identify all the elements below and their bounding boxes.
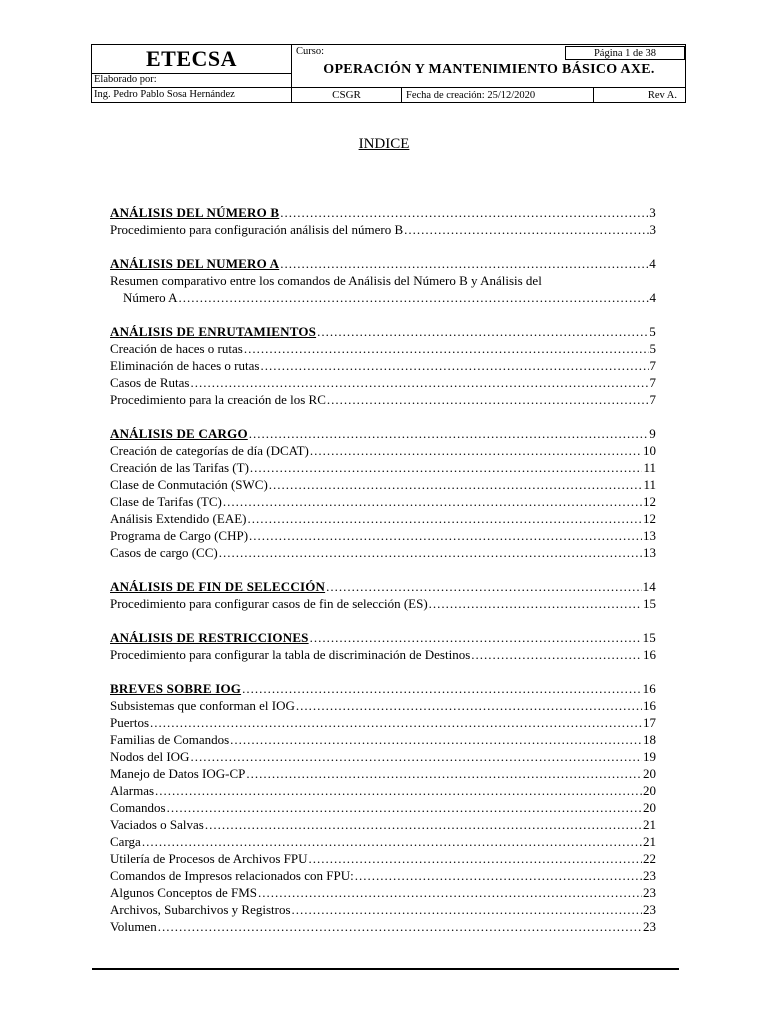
toc-heading[interactable] (110, 680, 656, 697)
toc-page-number: 11 (643, 477, 656, 492)
divider (92, 87, 685, 88)
toc-entry-text: Vaciados o Salvas (110, 817, 204, 832)
toc-entry[interactable] (110, 595, 656, 612)
leader-dots (158, 918, 642, 935)
divider (291, 45, 292, 102)
toc-page-number: 14 (642, 579, 656, 594)
leader-dots (258, 884, 642, 901)
toc-heading[interactable] (110, 323, 656, 340)
toc-entry[interactable] (110, 340, 656, 357)
toc-entry[interactable] (110, 884, 656, 901)
toc-page-number: 7 (649, 392, 656, 407)
toc-entry-multiline[interactable] (110, 272, 656, 306)
leader-dots (150, 714, 642, 731)
divider (401, 87, 402, 102)
toc-entry-text: Casos de Rutas (110, 375, 190, 390)
toc-page-number: 3 (649, 205, 656, 220)
leader-dots (326, 578, 641, 595)
author-label: Elaborado por: (94, 74, 157, 85)
toc-page-number: 23 (643, 919, 656, 934)
toc-entry[interactable] (110, 867, 656, 884)
toc-heading-text: ANÁLISIS DE RESTRICCIONES (110, 630, 309, 645)
toc-heading-text: BREVES SOBRE IOG (110, 681, 242, 696)
toc-entry[interactable] (110, 918, 656, 935)
toc-entry-text: Familias de Comandos (110, 732, 230, 747)
toc-entry-text: Carga (110, 834, 141, 849)
divider (92, 73, 291, 74)
toc-page-number: 20 (643, 766, 656, 781)
toc-page-number: 11 (643, 460, 656, 475)
toc-entry-text: Procedimiento para configurar casos de fin de selección (ES) (110, 596, 428, 611)
leader-dots (404, 221, 648, 238)
toc-entry[interactable] (110, 799, 656, 816)
toc-entry-text: Clase de Conmutación (SWC) (110, 477, 268, 492)
leader-dots (249, 527, 642, 544)
toc-entry[interactable] (110, 442, 656, 459)
table-of-contents (110, 204, 656, 952)
toc-entry[interactable] (110, 850, 656, 867)
toc-page-number: 7 (649, 375, 656, 390)
toc-page-number: 21 (643, 817, 656, 832)
toc-entry[interactable] (110, 357, 656, 374)
leader-dots (247, 510, 642, 527)
creation-date: Fecha de creación: 25/12/2020 (406, 89, 536, 101)
revision: Rev A. (647, 89, 677, 101)
toc-entry[interactable] (110, 748, 656, 765)
toc-entry[interactable] (110, 901, 656, 918)
toc-heading[interactable] (110, 425, 656, 442)
company-logo-text: ETECSA (145, 46, 238, 71)
toc-page-number: 21 (643, 834, 656, 849)
leader-dots (219, 544, 642, 561)
toc-entry-text: Clase de Tarifas (TC) (110, 494, 222, 509)
toc-page-number: 16 (642, 681, 656, 696)
toc-entry-text: Creación de las Tarifas (T) (110, 460, 249, 475)
toc-entry[interactable] (110, 816, 656, 833)
leader-dots (310, 442, 642, 459)
toc-page-number: 3 (649, 222, 656, 237)
leader-dots (205, 816, 642, 833)
course-label: Curso: (296, 46, 325, 57)
toc-heading[interactable] (110, 629, 656, 646)
leader-dots (244, 340, 649, 357)
toc-entry-text: Archivos, Subarchivos y Registros (110, 902, 291, 917)
toc-page-number: 12 (643, 494, 656, 509)
leader-dots (242, 680, 642, 697)
toc-entry[interactable] (110, 731, 656, 748)
toc-entry[interactable] (110, 765, 656, 782)
toc-entry[interactable] (110, 646, 656, 663)
toc-entry-text: Programa de Cargo (CHP) (110, 528, 249, 543)
leader-dots (280, 204, 648, 221)
toc-entry (110, 289, 656, 306)
toc-entry-text-line1: Resumen comparativo entre los comandos de Análisis del Número B y Análisis del (110, 273, 542, 288)
toc-entry[interactable] (110, 833, 656, 850)
toc-section (110, 578, 656, 612)
toc-page-number: 10 (643, 443, 656, 458)
toc-section (110, 425, 656, 561)
toc-page-number: 23 (643, 902, 656, 917)
leader-dots (223, 493, 642, 510)
document-code: CSGR (332, 89, 361, 101)
toc-entry-text: Manejo de Datos IOG-CP (110, 766, 246, 781)
toc-entry-text: Algunos Conceptos de FMS (110, 885, 257, 900)
author-name: Ing. Pedro Pablo Sosa Hernández (94, 89, 235, 100)
page-number: Página 1 de 38 (565, 46, 685, 60)
index-title: INDICE (358, 136, 410, 152)
toc-section (110, 680, 656, 935)
toc-page-number: 20 (643, 800, 656, 815)
document-header-table (91, 44, 686, 103)
toc-page-number: 16 (643, 698, 656, 713)
toc-entry-text: Puertos (110, 715, 149, 730)
toc-page-number: 5 (649, 324, 656, 339)
toc-page-number: 7 (649, 358, 656, 373)
toc-page-number: 23 (643, 868, 656, 883)
toc-entry-text: Comandos de Impresos relacionados con FPU: (110, 868, 354, 883)
toc-page-number: 23 (643, 885, 656, 900)
toc-heading-text: ANÁLISIS DE FIN DE SELECCIÓN (110, 579, 326, 594)
toc-section (110, 204, 656, 238)
toc-entry-text: Alarmas (110, 783, 155, 798)
toc-entry-text: Casos de cargo (CC) (110, 545, 218, 560)
footer-rule (92, 968, 679, 970)
toc-entry-text: Subsistemas que conforman el IOG (110, 698, 295, 713)
leader-dots (280, 255, 648, 272)
toc-entry[interactable] (110, 782, 656, 799)
toc-entry-text: Número A (123, 290, 178, 305)
leader-dots (310, 629, 642, 646)
toc-section (110, 255, 656, 306)
toc-entry[interactable] (110, 544, 656, 561)
leader-dots (155, 782, 642, 799)
toc-entry[interactable] (110, 374, 656, 391)
toc-page-number: 17 (643, 715, 656, 730)
toc-page-number: 4 (649, 290, 656, 305)
toc-page-number: 5 (649, 341, 656, 356)
toc-heading-text: ANÁLISIS DEL NUMERO A (110, 256, 280, 271)
toc-entry-text: Procedimiento para configuración análisis del número B (110, 222, 404, 237)
toc-heading[interactable] (110, 204, 656, 221)
toc-entry[interactable] (110, 459, 656, 476)
leader-dots (142, 833, 642, 850)
leader-dots (317, 323, 648, 340)
toc-page-number: 9 (649, 426, 656, 441)
toc-entry[interactable] (110, 714, 656, 731)
course-title: OPERACIÓN Y MANTENIMIENTO BÁSICO AXE. (323, 62, 655, 77)
toc-heading[interactable] (110, 578, 656, 595)
leader-dots (249, 425, 649, 442)
leader-dots (327, 391, 649, 408)
leader-dots (296, 697, 642, 714)
toc-heading[interactable] (110, 255, 656, 272)
toc-section (110, 629, 656, 663)
toc-entry[interactable] (110, 697, 656, 714)
leader-dots (250, 459, 643, 476)
toc-entry[interactable] (110, 221, 656, 238)
toc-entry-text: Utilería de Procesos de Archivos FPU (110, 851, 308, 866)
toc-heading-text: ANÁLISIS DE CARGO (110, 426, 248, 441)
leader-dots (355, 867, 642, 884)
leader-dots (179, 289, 649, 306)
leader-dots (292, 901, 642, 918)
toc-entry-text: Comandos (110, 800, 166, 815)
toc-entry-text: Creación de categorías de día (DCAT) (110, 443, 309, 458)
toc-entry-text: Volumen (110, 919, 157, 934)
leader-dots (471, 646, 642, 663)
toc-page-number: 13 (643, 545, 656, 560)
leader-dots (269, 476, 643, 493)
toc-entry-text: Eliminación de haces o rutas (110, 358, 260, 373)
toc-heading-text: ANÁLISIS DEL NÚMERO B (110, 205, 280, 220)
toc-entry[interactable] (110, 391, 656, 408)
toc-entry[interactable] (110, 510, 656, 527)
toc-entry[interactable] (110, 476, 656, 493)
toc-page-number: 22 (643, 851, 656, 866)
toc-entry[interactable] (110, 527, 656, 544)
toc-entry-text: Creación de haces o rutas (110, 341, 243, 356)
toc-page-number: 12 (643, 511, 656, 526)
toc-entry-text: Nodos del IOG (110, 749, 190, 764)
toc-entry-text: Análisis Extendido (EAE) (110, 511, 247, 526)
toc-entry[interactable] (110, 493, 656, 510)
leader-dots (246, 765, 642, 782)
toc-heading-text: ANÁLISIS DE ENRUTAMIENTOS (110, 324, 317, 339)
toc-entry-text: Procedimiento para la creación de los RC (110, 392, 326, 407)
toc-page-number: 18 (643, 732, 656, 747)
toc-page-number: 13 (643, 528, 656, 543)
leader-dots (167, 799, 642, 816)
leader-dots (260, 357, 648, 374)
toc-page-number: 15 (643, 596, 656, 611)
divider (593, 87, 594, 102)
toc-section (110, 323, 656, 408)
toc-entry-text: Procedimiento para configurar la tabla de discriminación de Destinos (110, 647, 471, 662)
leader-dots (309, 850, 642, 867)
toc-page-number: 4 (649, 256, 656, 271)
leader-dots (190, 374, 648, 391)
leader-dots (190, 748, 642, 765)
leader-dots (429, 595, 642, 612)
toc-page-number: 20 (643, 783, 656, 798)
toc-page-number: 19 (643, 749, 656, 764)
leader-dots (230, 731, 642, 748)
toc-page-number: 16 (643, 647, 656, 662)
toc-page-number: 15 (642, 630, 656, 645)
